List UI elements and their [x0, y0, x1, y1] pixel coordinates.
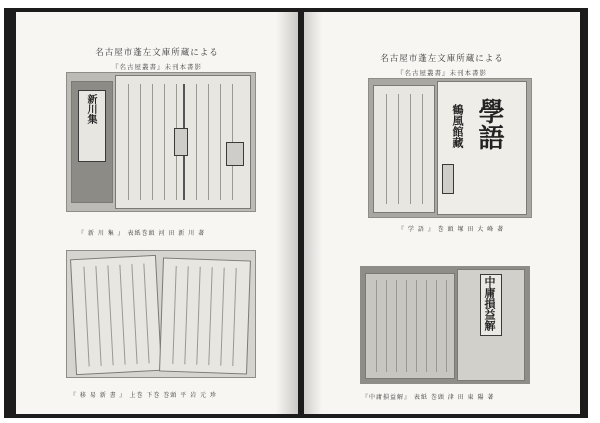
cover-big-title: 學語: [474, 98, 504, 150]
left-page: [16, 12, 298, 414]
right-page: [304, 12, 580, 414]
seal-stamp: [174, 128, 188, 156]
cover-title: 中庸損益解: [483, 276, 496, 331]
book-text-page: [366, 274, 454, 378]
book-cover: [438, 82, 526, 214]
book-right-page: [160, 259, 250, 374]
left-page-subheading: 『名古屋叢書』未刊本書影: [112, 63, 202, 71]
seal-stamp: [226, 142, 244, 166]
open-book-spread: [4, 8, 588, 418]
caption-gakugo: 『 学 語 』 巻 頭 塚 田 大 峰 著: [398, 226, 505, 233]
right-page-heading: 名古屋市蓬左文庫所蔵による: [380, 54, 504, 64]
cover-side-text: 鶴風館藏: [451, 104, 464, 148]
book-open-pages: [116, 76, 250, 208]
caption-chuyo-sonekikai: 『中庸損益解』 表紙 巻頭 津 田 東 陽 著: [362, 394, 495, 401]
photo-chuyo-sonekikai: [360, 266, 530, 384]
spine-title: 新川集: [85, 94, 96, 124]
photo-iyaku-shinsho: [66, 250, 256, 378]
photo-gakugo: [368, 78, 532, 218]
book-title-page: [374, 86, 434, 212]
caption-iyaku-shinsho: 『 移 易 新 書 』 上巻 下巻 巻頭 平 岩 元 珍: [70, 392, 217, 399]
left-page-heading: 名古屋市蓬左文庫所蔵による: [95, 48, 219, 58]
seal-stamp: [442, 164, 454, 194]
book-left-page: [71, 256, 161, 374]
book-cover: [458, 270, 524, 380]
caption-shinsen-shu: 『 新 川 集 』 表紙巻頭 河 田 新 川 著: [78, 230, 206, 237]
book-cover: [72, 82, 112, 202]
photo-shinsen-shu: [66, 72, 256, 212]
right-page-subheading: 『名古屋叢書』未刊本書影: [397, 69, 487, 77]
